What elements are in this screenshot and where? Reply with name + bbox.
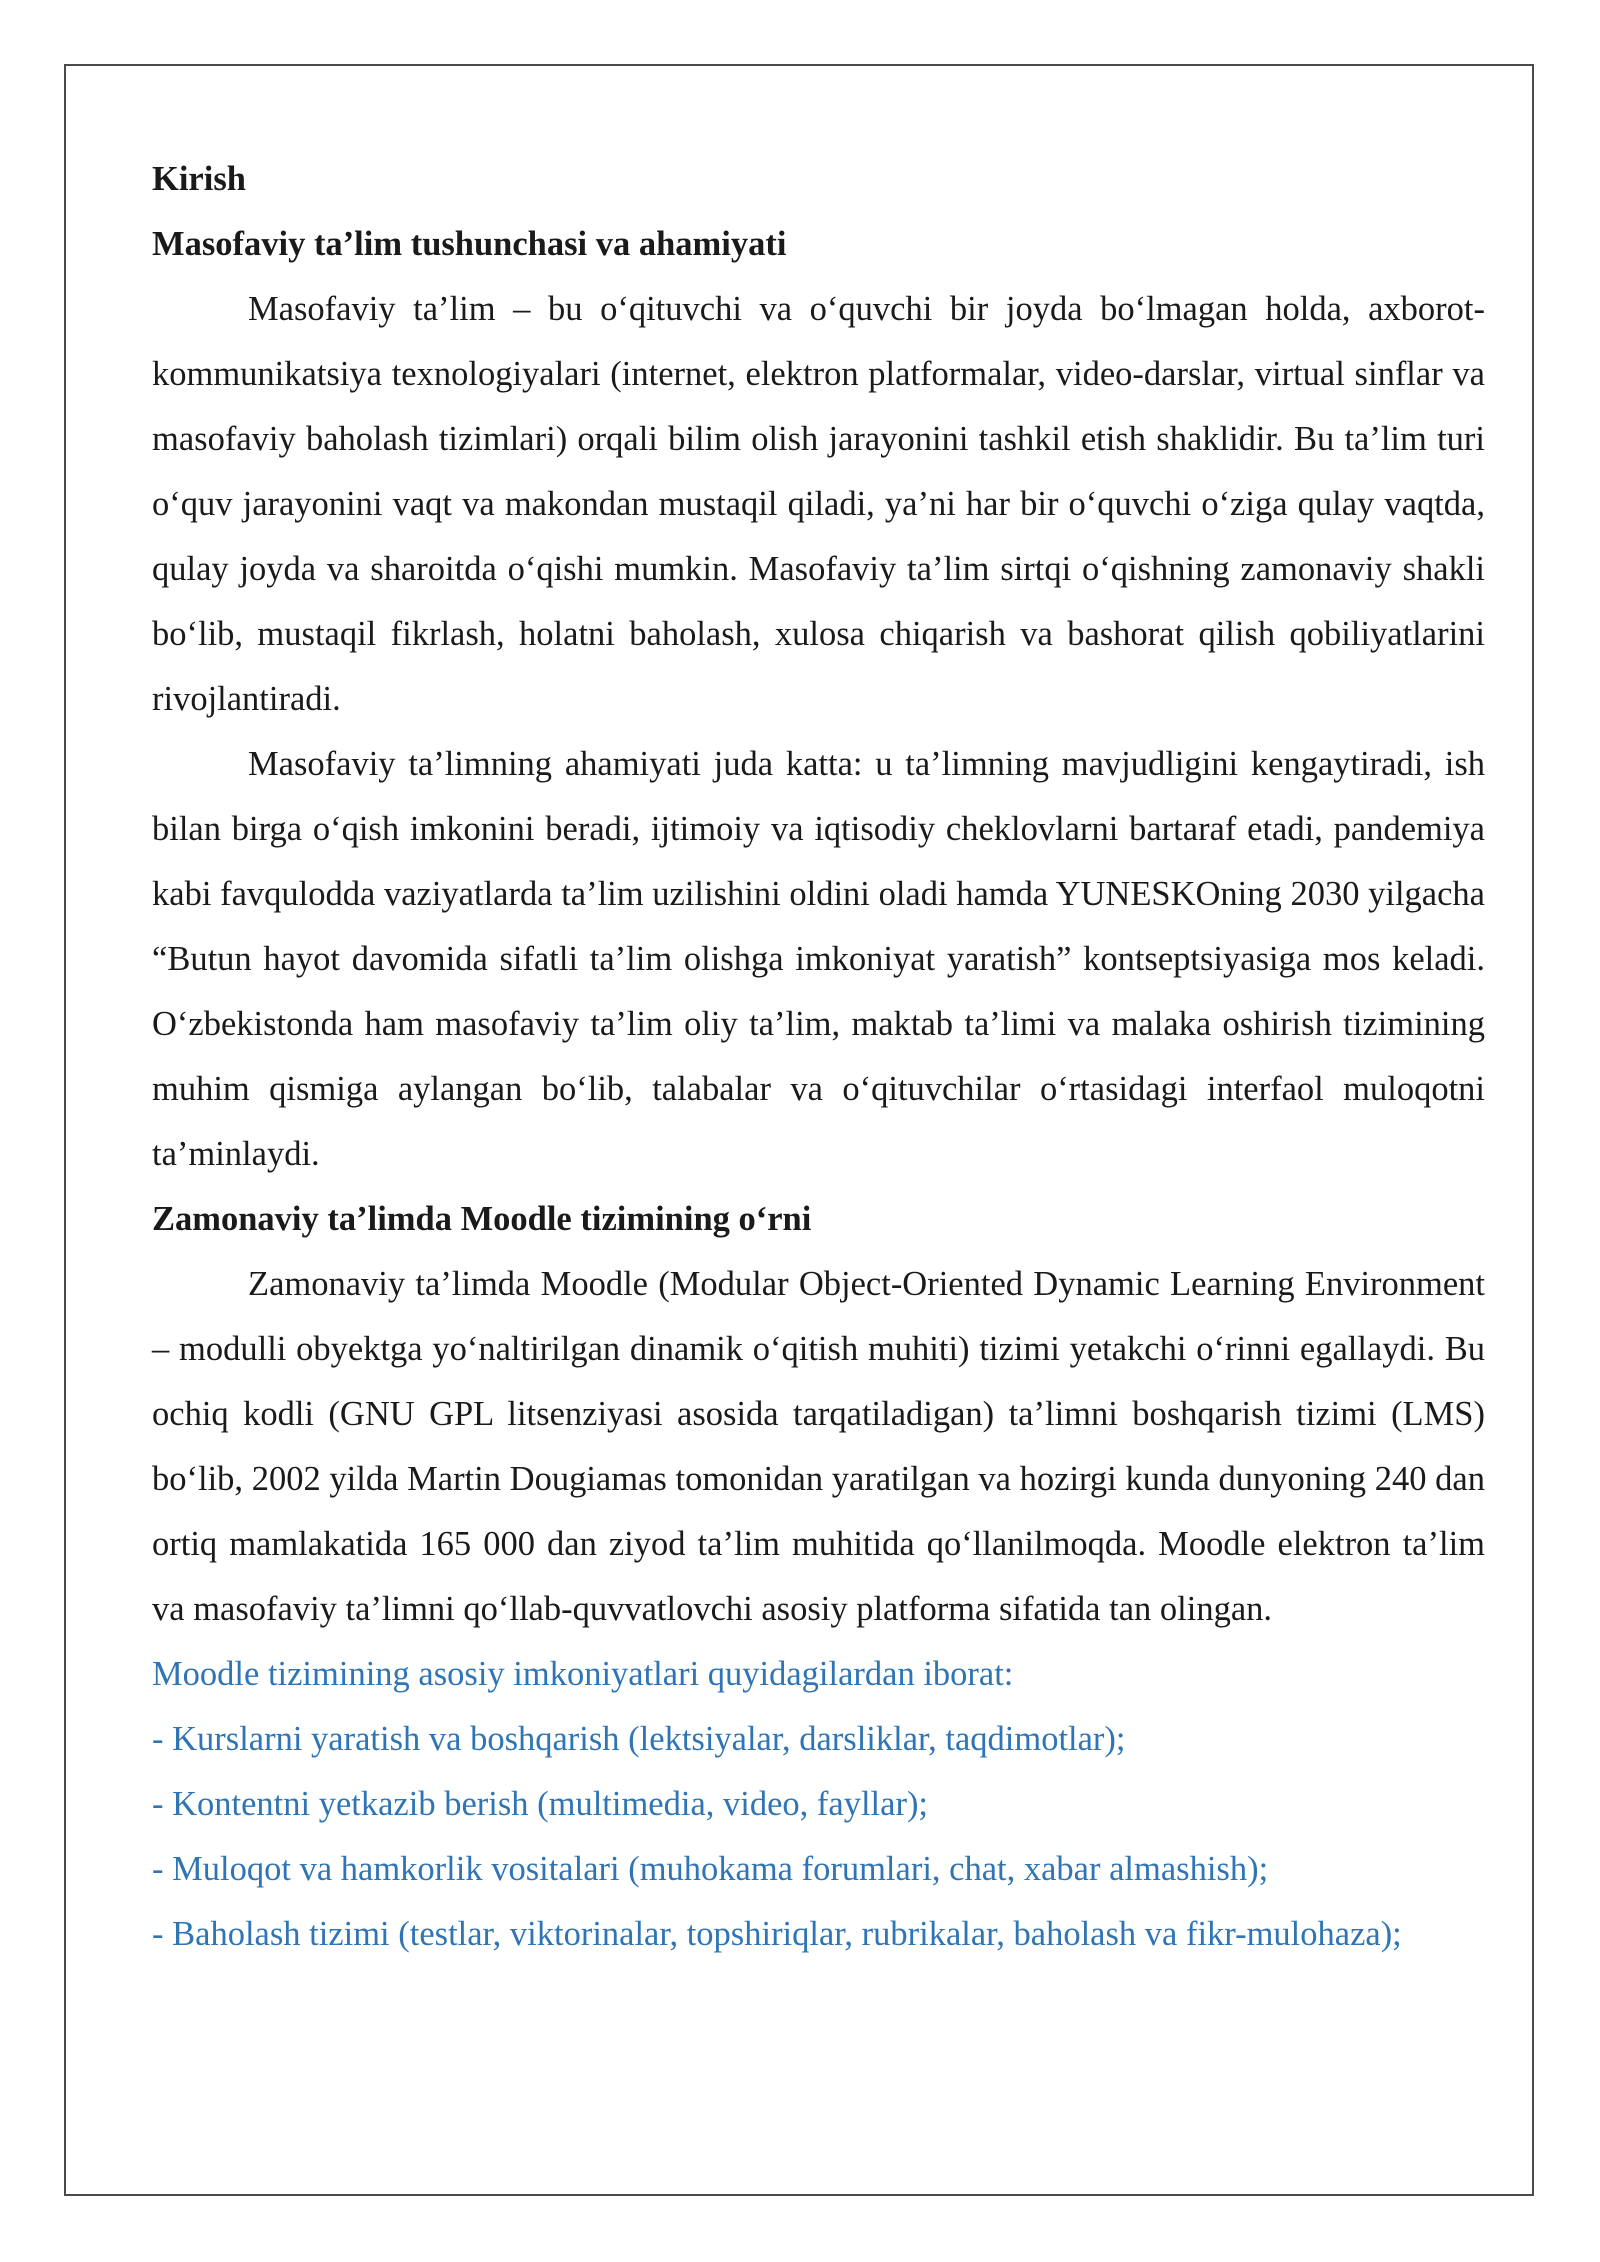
paragraph-importance: Masofaviy ta’limning ahamiyati juda katta: u ta’limning mavjudligini kengaytiradi, ish bilan birga o‘qish imkonini beradi, ijtimoiy va iqtisodiy cheklovlarni bartaraf etadi, pandemiya kabi favqulodda vaziyatlarda ta’lim uzilishini oldini oladi hamda YUNESKOning 2030 yilgacha “Butun hayot davomida sifatli ta’lim olishga imkoniyat yaratish” kontseptsiyasiga mos keladi. O‘zbekistonda ham masofaviy ta’lim oliy ta’lim, maktab ta’limi va malaka oshirish tizimining muhim qismiga aylangan bo‘lib, talabalar va o‘qituvchilar o‘rtasidagi interfaol muloqotni ta’minlaydi. <box>152 745 1485 1173</box>
features-intro: Moodle tizimining asosiy imkoniyatlari quyidagilardan iborat: <box>152 1655 1014 1693</box>
document-body <box>152 147 1485 1967</box>
feature-item: - Baholash tizimi (testlar, viktorinalar, topshiriqlar, rubrikalar, baholash va fikr-mulohaza); <box>152 1915 1402 1953</box>
feature-item: - Kurslarni yaratish va boshqarish (lektsiyalar, darsliklar, taqdimotlar); <box>152 1720 1126 1758</box>
section-title-distance-learning: Masofaviy ta’lim tushunchasi va ahamiyati <box>152 225 787 263</box>
paragraph-definition: Masofaviy ta’lim – bu o‘qituvchi va o‘quvchi bir joyda bo‘lmagan holda, axborot-kommunikatsiya texnologiyalari (internet, elektron platformalar, video-darslar, virtual sinflar va masofaviy baholash tizimlari) orqali bilim olish jarayonini tashkil etish shaklidir. Bu ta’lim turi o‘quv jarayonini vaqt va makondan mustaqil qiladi, ya’ni har bir o‘quvchi o‘ziga qulay vaqtda, qulay joyda va sharoitda o‘qishi mumkin. Masofaviy ta’lim sirtqi o‘qishning zamonaviy shakli bo‘lib, mustaqil fikrlash, holatni baholash, xulosa chiqarish va bashorat qilish qobiliyatlarini rivojlantiradi. <box>152 290 1485 718</box>
feature-item: - Muloqot va hamkorlik vositalari (muhokama forumlari, chat, xabar almashish); <box>152 1850 1269 1888</box>
intro-heading: Kirish <box>152 160 246 198</box>
feature-item: - Kontentni yetkazib berish (multimedia, video, fayllar); <box>152 1785 929 1823</box>
section-title-moodle: Zamonaviy ta’limda Moodle tizimining o‘rni <box>152 1200 812 1238</box>
paragraph-moodle: Zamonaviy ta’limda Moodle (Modular Object-Oriented Dynamic Learning Environment – modulli obyektga yo‘naltirilgan dinamik o‘qitish muhiti) tizimi yetakchi o‘rinni egallaydi. Bu ochiq kodli (GNU GPL litsenziyasi asosida tarqatiladigan) ta’limni boshqarish tizimi (LMS) bo‘lib, 2002 yilda Martin Dougiamas tomonidan yaratilgan va hozirgi kunda dunyoning 240 dan ortiq mamlakatida 165 000 dan ziyod ta’lim muhitida qo‘llanilmoqda. Moodle elektron ta’lim va masofaviy ta’limni qo‘llab-quvvatlovchi asosiy platforma sifatida tan olingan. <box>152 1265 1485 1628</box>
